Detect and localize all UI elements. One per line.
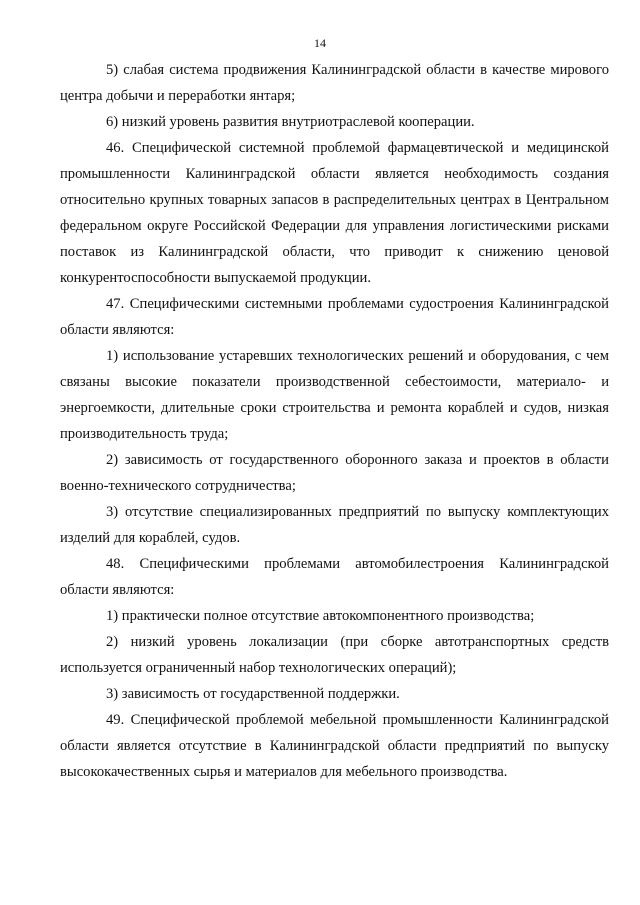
shipbuilding-item-2: 2) зависимость от государственного оборонного заказа и проектов в области военно-технического сотрудничества; — [60, 452, 609, 494]
paragraph-48-automotive: 48. Специфическими проблемами автомобилестроения Калининградской области являются: — [60, 556, 609, 598]
shipbuilding-item-1: 1) использование устаревших технологических решений и оборудования, с чем связаны высокие показатели производственной себестоимости, материало- и энергоемкости, длительные сроки строительства и ремонта кораблей и судов, низкая производительность труда; — [60, 348, 609, 442]
shipbuilding-item-3: 3) отсутствие специализированных предприятий по выпуску комплектующих изделий для кораблей, судов. — [60, 504, 609, 546]
paragraph-47-shipbuilding: 47. Специфическими системными проблемами судостроения Калининградской области являются: — [60, 296, 609, 338]
list-item-5-amber-promotion: 5) слабая система продвижения Калининградской области в качестве мирового центра добычи и переработки янтаря; — [60, 62, 609, 104]
page-number: 14 — [314, 36, 326, 50]
automotive-item-1: 1) практически полное отсутствие автокомпонентного производства; — [106, 608, 535, 624]
paragraph-46-pharmaceutical: 46. Специфической системной проблемой фармацевтической и медицинской промышленности Калининградской области является необходимость создания относительно крупных товарных запасов в распределительных центрах в Центральном федеральном округе Российской Федерации для управления логистическими рисками поставок из Калининградской области, что приводит к снижению ценовой конкурентоспособности выпускаемой продукции. — [60, 140, 609, 286]
automotive-item-2: 2) низкий уровень локализации (при сборке автотранспортных средств используется ограниченный набор технологических операций); — [60, 634, 609, 676]
paragraph-49-furniture: 49. Специфической проблемой мебельной промышленности Калининградской области является отсутствие в Калининградской области предприятий по выпуску высококачественных сырья и материалов для мебельного производства. — [60, 712, 609, 780]
list-item-6-cooperation: 6) низкий уровень развития внутриотраслевой кооперации. — [106, 114, 475, 130]
automotive-item-3: 3) зависимость от государственной поддержки. — [106, 686, 400, 702]
document-body — [60, 57, 609, 785]
